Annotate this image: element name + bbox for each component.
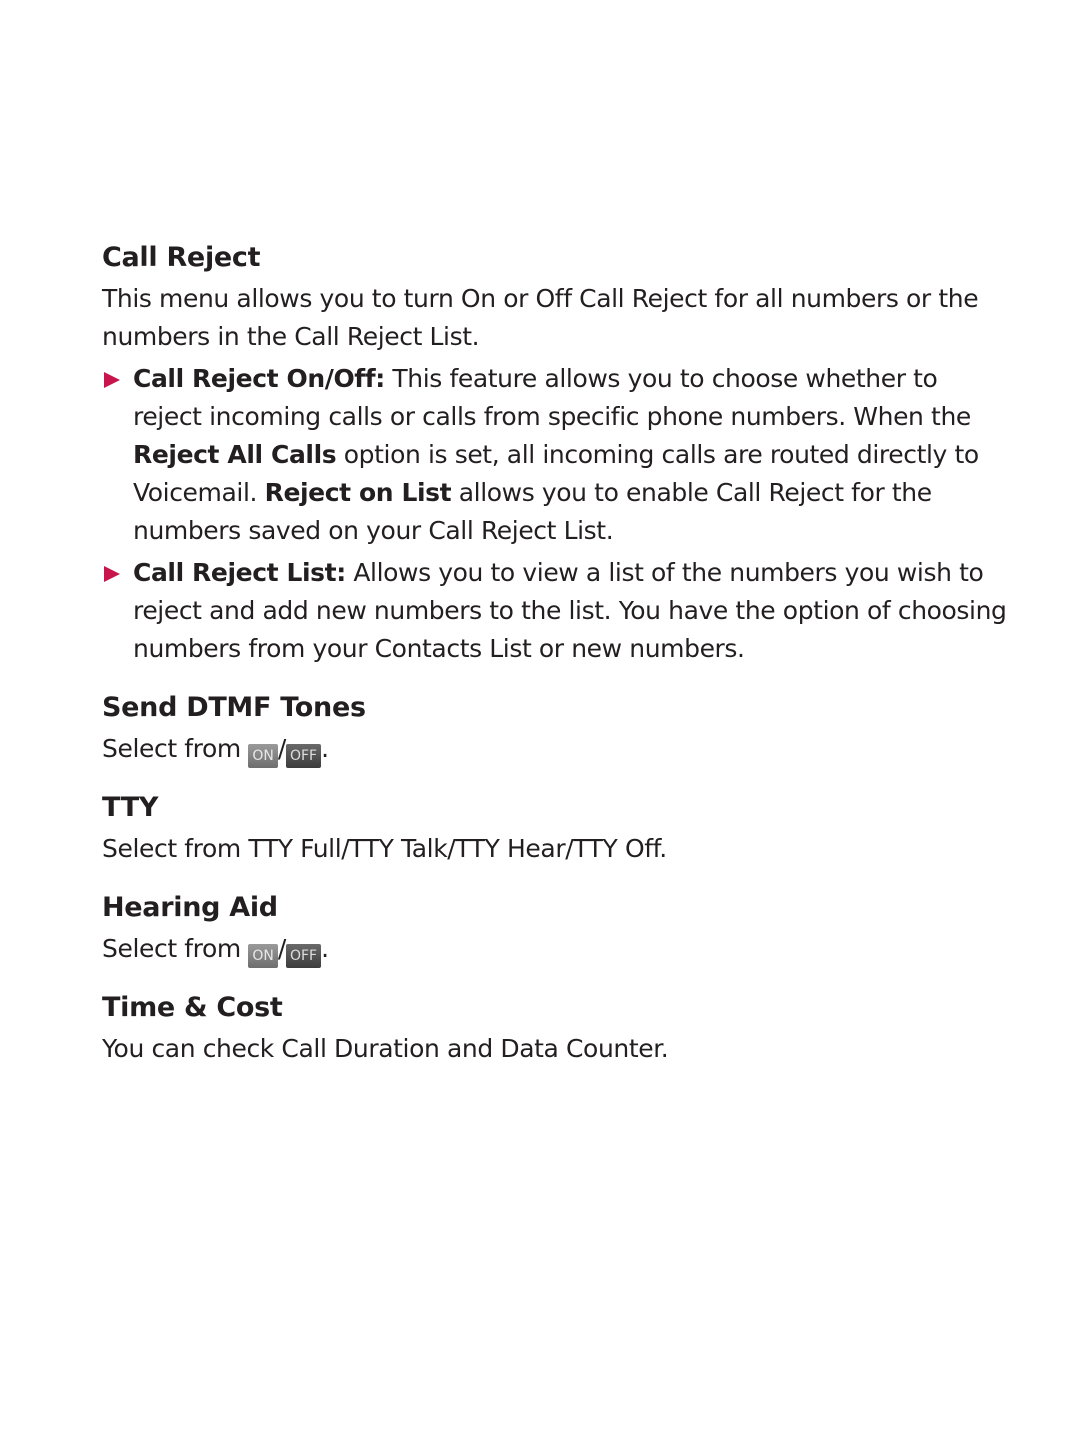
manual-page bbox=[102, 236, 1012, 1068]
section-title-send-dtmf: Send DTMF Tones bbox=[102, 692, 366, 723]
period: . bbox=[321, 734, 329, 763]
off-toggle-icon: OFF bbox=[286, 744, 321, 768]
bold-term-reject-all-calls: Reject All Calls bbox=[133, 440, 337, 469]
section-tty bbox=[102, 786, 1012, 868]
on-toggle-icon: ON bbox=[248, 944, 278, 968]
bullet-label: Call Reject List: bbox=[133, 558, 346, 587]
period: . bbox=[321, 934, 329, 963]
section-title-time-cost: Time & Cost bbox=[102, 992, 283, 1023]
section-send-dtmf bbox=[102, 686, 1012, 768]
bullet-call-reject-list bbox=[102, 554, 1012, 668]
select-from-text: Select from bbox=[102, 734, 249, 763]
section-title-tty: TTY bbox=[102, 792, 159, 823]
call-reject-intro: This menu allows you to turn On or Off Call Reject for all numbers or the numbers in the Call Reject List. bbox=[102, 284, 979, 351]
section-hearing-aid bbox=[102, 886, 1012, 968]
bullet-text: allows you to enable Call Reject for the numbers saved on your Call Reject List. bbox=[133, 478, 932, 545]
triangle-bullet-icon bbox=[104, 566, 120, 582]
send-dtmf-text bbox=[102, 730, 1012, 768]
section-call-reject bbox=[102, 236, 1012, 668]
bullet-text: Allows you to view a list of the numbers you wish to reject and add new numbers to the list. You have the option of choosing numbers from your Contacts List or new numbers. bbox=[133, 558, 1007, 663]
section-time-cost bbox=[102, 986, 1012, 1068]
select-from-text: Select from bbox=[102, 934, 249, 963]
bold-term-reject-on-list: Reject on List bbox=[264, 478, 452, 507]
on-toggle-icon: ON bbox=[248, 744, 278, 768]
hearing-aid-text bbox=[102, 930, 1012, 968]
separator: / bbox=[277, 734, 286, 763]
separator: / bbox=[277, 934, 286, 963]
tty-text: Select from TTY Full/TTY Talk/TTY Hear/TTY Off. bbox=[102, 834, 667, 863]
bullet-call-reject-on-off bbox=[102, 360, 1012, 550]
bullet-text: option is set, all incoming calls are routed directly to Voicemail. bbox=[133, 440, 979, 507]
bullet-text: This feature allows you to choose whether to reject incoming calls or calls from specific phone numbers. When the bbox=[133, 364, 971, 431]
bullet-label: Call Reject On/Off: bbox=[133, 364, 385, 393]
section-title-hearing-aid: Hearing Aid bbox=[102, 892, 278, 923]
section-title-call-reject: Call Reject bbox=[102, 242, 261, 273]
triangle-bullet-icon bbox=[104, 372, 120, 388]
time-cost-text: You can check Call Duration and Data Counter. bbox=[102, 1034, 669, 1063]
off-toggle-icon: OFF bbox=[286, 944, 321, 968]
